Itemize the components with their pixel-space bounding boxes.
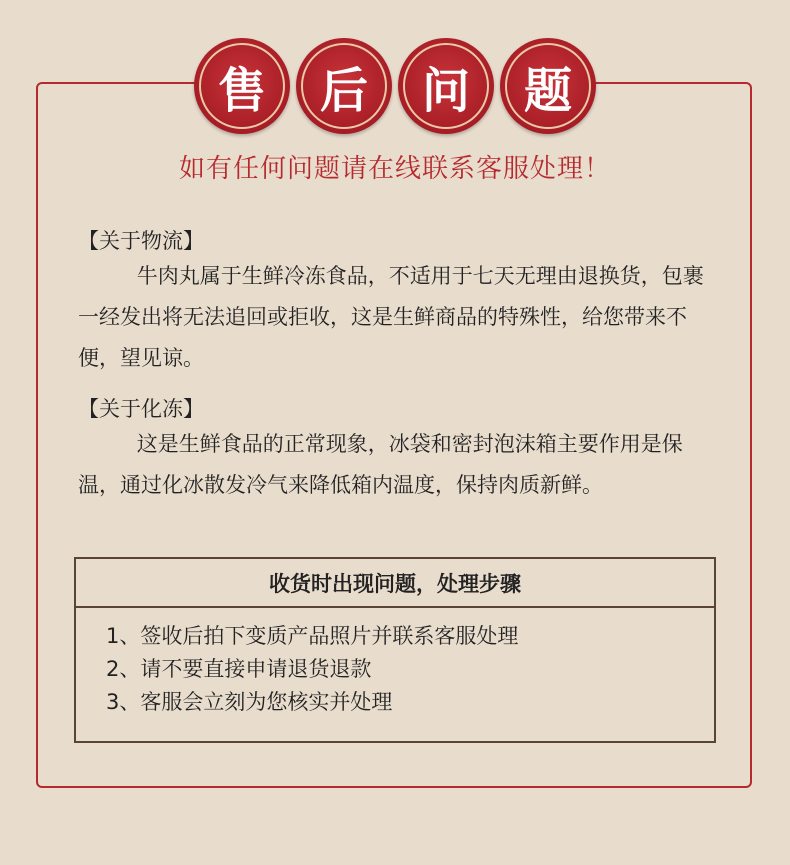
thawing-heading: 【关于化冻】 (78, 397, 204, 421)
step-item: 3、客服会立刻为您核实并处理 (106, 690, 393, 714)
title-char: 售 (217, 62, 266, 119)
logistics-body: 牛肉丸属于生鲜冷冻食品，不适用于七天无理由退换货，包裹一经发出将无法追回或拒收，这是生鲜商品的特殊性，给您带来不便，望见谅。 (78, 264, 704, 370)
thawing-section (78, 394, 718, 506)
headline: 如有任何问题请在线联系客服处理！ (178, 154, 611, 184)
steps-list (76, 620, 714, 719)
title-char: 后 (319, 62, 368, 119)
title-char: 题 (523, 62, 572, 119)
page-title (0, 38, 790, 134)
title-badge (194, 38, 290, 134)
logistics-heading: 【关于物流】 (78, 229, 204, 253)
title-badge (398, 38, 494, 134)
title-badge (296, 38, 392, 134)
step-item: 1、签收后拍下变质产品照片并联系客服处理 (106, 624, 519, 648)
steps-box (74, 557, 716, 743)
step-item: 2、请不要直接申请退货退款 (106, 657, 372, 681)
thawing-body: 这是生鲜食品的正常现象，冰袋和密封泡沫箱主要作用是保温，通过化冰散发冷气来降低箱内温度，保持肉质新鲜。 (78, 432, 683, 497)
logistics-section (78, 226, 718, 379)
title-char: 问 (421, 62, 470, 119)
title-badge (500, 38, 596, 134)
steps-heading: 收货时出现问题，处理步骤 (76, 559, 714, 608)
